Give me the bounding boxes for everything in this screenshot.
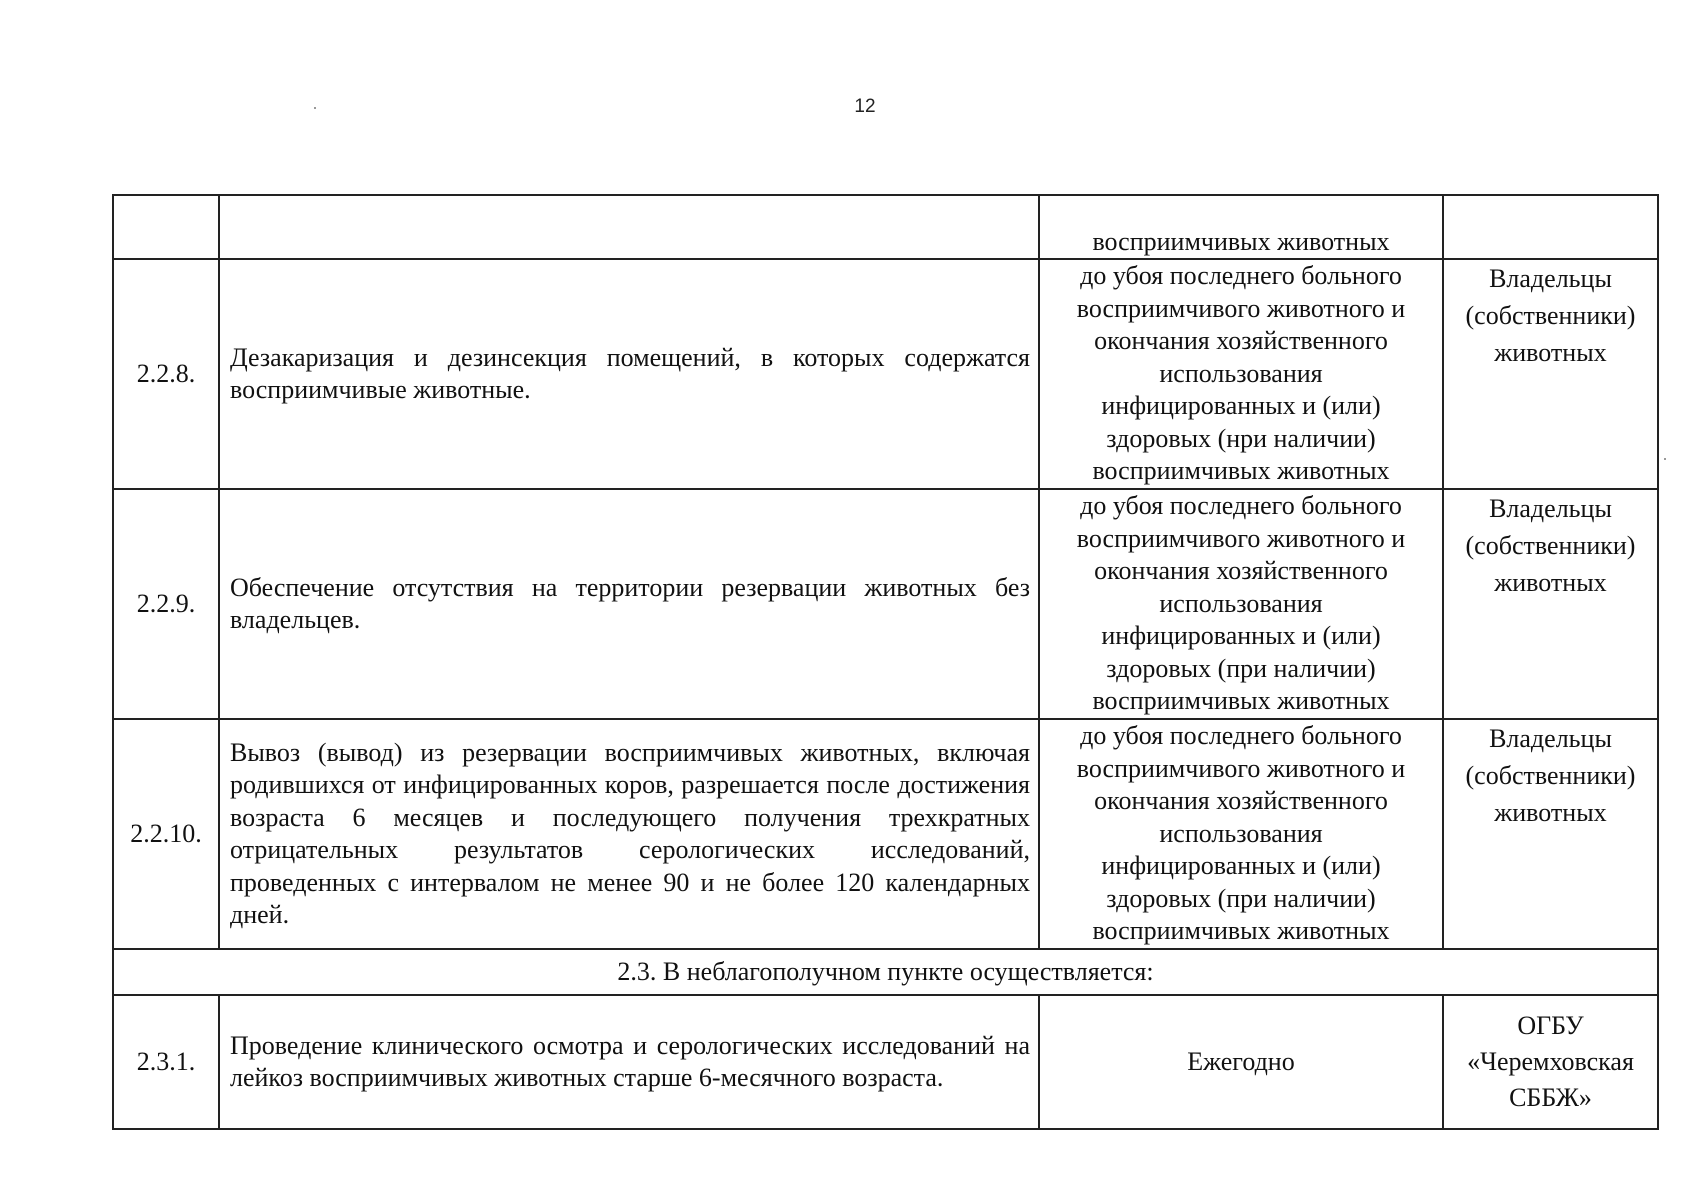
cell-term [1039,259,1443,489]
cell-description [219,195,1039,259]
responsible-line: (собственники) [1465,301,1636,330]
scan-speck [314,107,316,109]
term-line: здоровых (при наличии) [1106,883,1376,913]
term-line: окончания хозяйственного [1094,326,1388,355]
table-row [113,489,1658,719]
table-row [113,259,1658,489]
scan-speck [1664,458,1666,460]
responsible-line: животных [1494,338,1607,367]
table-row-continued [113,195,1658,259]
responsible-line: Владельцы [1489,494,1612,523]
row-number: 2.2.10. [113,719,219,949]
cell-responsible [1443,195,1658,259]
cell-responsible [1443,719,1658,949]
term-line: использования [1159,358,1323,388]
row-number: 2.2.8. [113,259,219,489]
row-number: 2.2.9. [113,489,219,719]
term-line: окончания хозяйственного [1094,786,1388,815]
term-line: использования [1159,818,1323,848]
table-row [113,995,1658,1129]
responsible-line: «Черемховская [1467,1047,1634,1076]
responsible-line: животных [1494,798,1607,827]
row-description: Проведение клинического осмотра и серологических исследований на лейкоз восприимчивых животных старше 6-месячного возраста. [230,1030,1030,1092]
cell-responsible [1443,995,1658,1129]
page-number: 12 [854,96,876,117]
term-line: здоровых (при наличии) [1106,653,1376,683]
responsible-line: ОГБУ [1517,1011,1584,1040]
term-line: окончания хозяйственного [1094,556,1388,585]
row-description: Дезакаризация и дезинсекция помещений, в которых содержатся восприимчивые животные. [230,342,1030,404]
cell-description [219,489,1039,719]
term-line: здоровых (нри наличии) [1106,423,1376,453]
cell-term [1039,489,1443,719]
term-line: восприимчивых животных [1092,456,1390,485]
term-line: восприимчивого животного и [1076,293,1406,323]
responsible-line: Владельцы [1489,724,1612,753]
cell-description [219,719,1039,949]
cell-description [219,995,1039,1129]
cell-term [1039,719,1443,949]
cell-description [219,259,1039,489]
section-header-row [113,949,1658,995]
cell-number [113,195,219,259]
cell-term [1039,195,1443,259]
responsible-line: Владельцы [1489,264,1612,293]
cell-responsible [1443,489,1658,719]
cell-responsible [1443,259,1658,489]
term-line: восприимчивых животных [1092,686,1390,715]
term-line: восприимчивого животного и [1076,523,1406,553]
term-text: восприимчивых животных [1092,226,1390,256]
term-line: использования [1159,588,1323,618]
row-number: 2.3.1. [113,995,219,1129]
responsible-line: (собственники) [1465,531,1636,560]
responsible-line: животных [1494,568,1607,597]
row-description: Обеспечение отсутствия на территории резервации животных без владельцев. [230,572,1030,634]
row-description: Вывоз (вывод) из резервации восприимчивых животных, включая родившихся от инфицированных коров, разрешается после достижения возраста 6 месяцев и последующего получения трехкратных отрицательных результатов серологических исследований, проведенных с интервалом не менее 90 и не более 120 календарных дней. [230,737,1030,929]
term-line: восприимчивого животного и [1076,753,1406,783]
term-line: до убоя последнего больного [1080,491,1402,520]
term-line: до убоя последнего больного [1080,721,1402,750]
responsible-line: (собственники) [1465,761,1636,790]
section-header: 2.3. В неблагополучном пункте осуществляется: [113,949,1658,995]
term-line: инфицированных и (или) [1101,851,1381,880]
table-row [113,719,1658,949]
term-text: Ежегодно [1187,1046,1295,1076]
term-line: восприимчивых животных [1092,916,1390,945]
term-line: инфицированных и (или) [1101,621,1381,650]
term-line: до убоя последнего больного [1080,261,1402,290]
cell-term [1039,995,1443,1129]
measures-table [112,194,1659,1130]
term-line: инфицированных и (или) [1101,391,1381,420]
responsible-line: СББЖ» [1509,1083,1592,1112]
